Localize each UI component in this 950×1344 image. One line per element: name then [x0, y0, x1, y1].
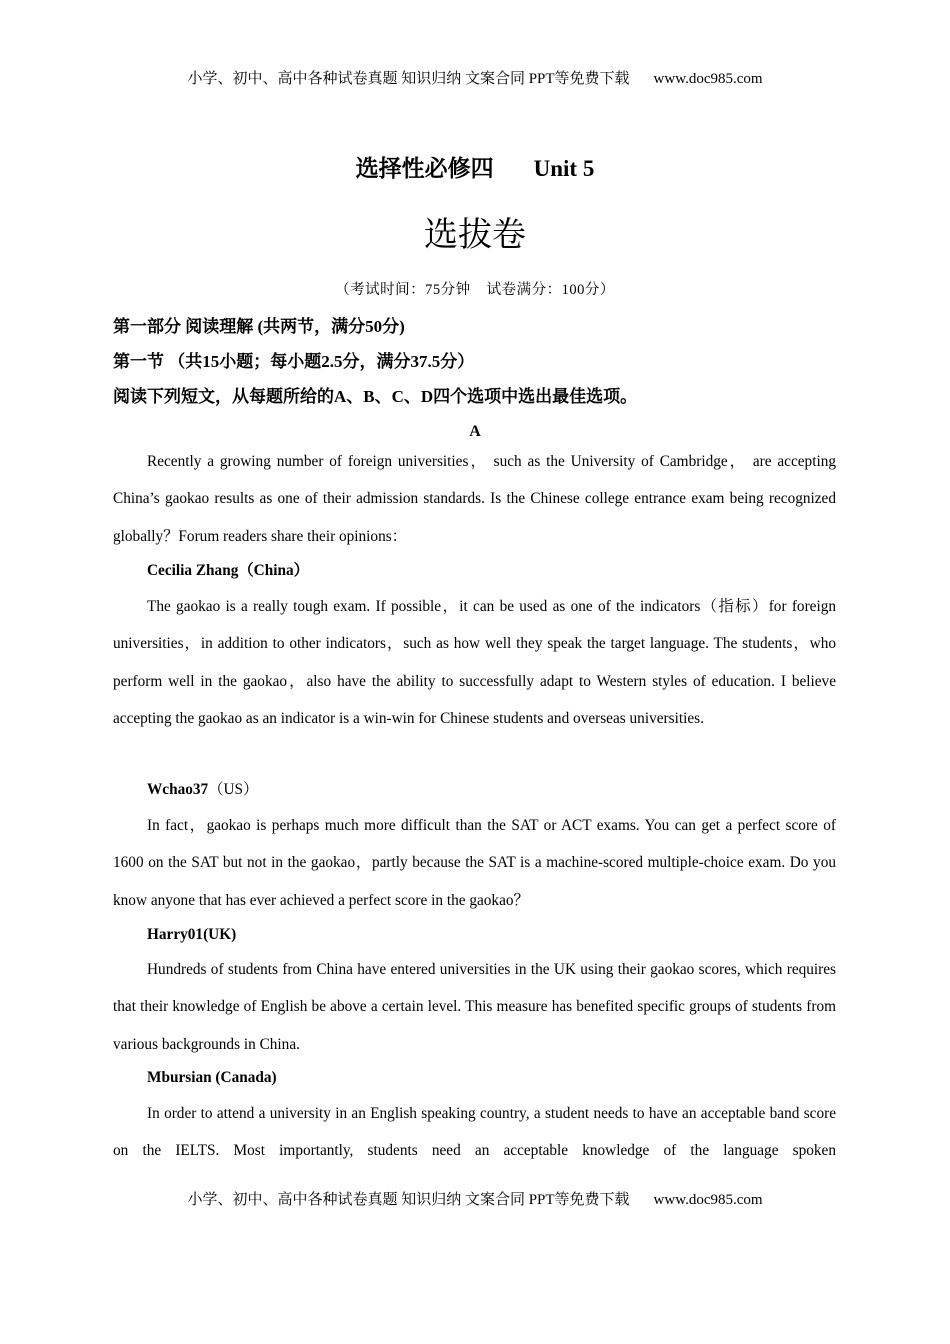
course-title: 选择性必修四	[355, 156, 494, 181]
passage-label: A	[469, 423, 481, 440]
paper-subtitle: 选拔卷	[424, 215, 526, 255]
post-text: Hundreds of students from China have entered universities in the UK using their gaokao scores, which requires that their knowledge of English be above a certain level. This measure has benefited specific groups of students from various backgrounds in China.	[113, 961, 836, 1053]
post-text: In order to attend a university in an English speaking country, a student needs to have an acceptable band score on the IELTS. Most importantly, students need an acceptable knowledge of the language spoken	[113, 1105, 836, 1160]
author-name: Cecilia Zhang	[147, 562, 239, 579]
footer-text: 小学、初中、高中各种试卷真题 知识归纳 文案合同 PPT等免费下载	[187, 1192, 630, 1208]
author-country: （China）	[238, 562, 309, 579]
author-country: （US）	[208, 781, 259, 798]
exam-time: （考试时间：75分钟	[335, 282, 471, 298]
page-footer	[0, 1190, 950, 1210]
section-heading: 第一节 （共15小题；每小题2.5分，满分37.5分）	[113, 352, 475, 371]
header-text: 小学、初中、高中各种试卷真题 知识归纳 文案合同 PPT等免费下载	[187, 71, 630, 87]
author-name: Harry01(UK)	[147, 926, 237, 943]
page-header	[0, 69, 950, 89]
author-name: Mbursian (Canada)	[147, 1069, 277, 1086]
post-author	[147, 924, 236, 946]
instructions: 阅读下列短文，从每题所给的A、B、C、D四个选项中选出最佳选项。	[113, 387, 638, 406]
author-name: Wchao37	[147, 781, 209, 798]
passage-intro: Recently a growing number of foreign universities， such as the University of Cambridge， are accepting China’s gaokao results as one of their admission standards. Is the Chinese college entrance exam being recognized globally？Forum readers share their opinions：	[113, 453, 836, 545]
post-author	[147, 560, 309, 582]
header-url[interactable]: www.doc985.com	[653, 71, 763, 87]
exam-score: 试卷满分：100分）	[486, 282, 615, 298]
exam-info	[0, 280, 950, 300]
part-heading: 第一部分 阅读理解 (共两节，满分50分)	[113, 317, 405, 336]
page-title	[0, 154, 950, 184]
footer-url[interactable]: www.doc985.com	[653, 1192, 763, 1208]
post-text: In fact，gaokao is perhaps much more difficult than the SAT or ACT exams. You can get a perfect score of 1600 on the SAT but not in the gaokao，partly because the SAT is a machine-scored multiple-choice exam. Do you know anyone that has ever achieved a perfect score in the gaokao？	[113, 817, 836, 909]
post-text: The gaokao is a really tough exam. If possible，it can be used as one of the indicators（指标）for foreign universities，in addition to other indicators，such as how well they speak the target language. The students，who perform well in the gaokao，also have the ability to successfully adapt to Western styles of education. I believe accepting the gaokao as an indicator is a win-win for Chinese students and overseas universities.	[113, 598, 836, 727]
unit-title: Unit 5	[533, 156, 595, 181]
post-author	[147, 1067, 277, 1089]
post-author	[147, 779, 258, 801]
